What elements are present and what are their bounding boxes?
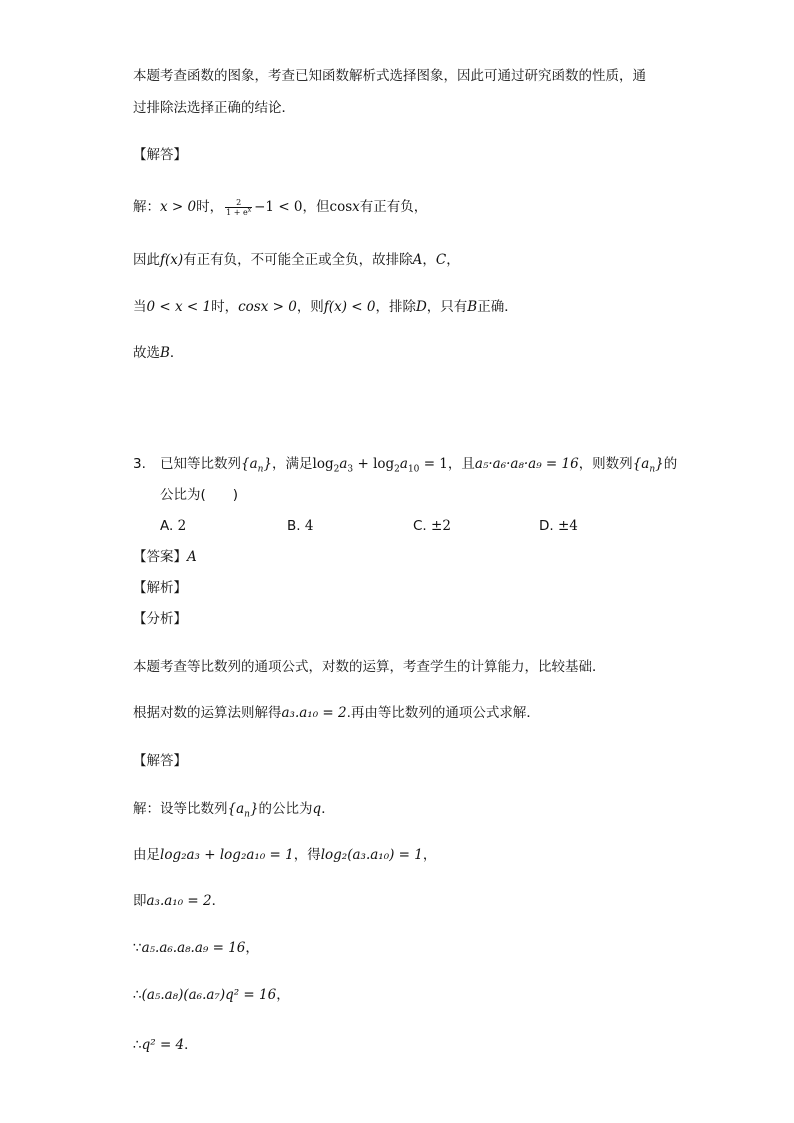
intro-line-1: 本题考查函数的图象，考查已知函数解析式选择图象，因此可通过研究函数的性质，通: [133, 68, 646, 84]
solution-line-4: [133, 343, 183, 363]
text: 正确．: [477, 299, 518, 315]
text: 因此: [133, 252, 160, 268]
solution-line-2: [133, 250, 460, 270]
plus: +: [353, 456, 374, 472]
math-sequence: [227, 801, 259, 820]
var: a: [339, 456, 348, 472]
solution2-line-1: [133, 799, 335, 819]
option-letter: D.: [539, 518, 554, 534]
text: ，: [422, 847, 437, 863]
option-letter: C: [435, 252, 447, 268]
answer-label: 【答案】: [133, 549, 187, 565]
option-value: 2: [177, 518, 187, 534]
text: 由足: [133, 847, 160, 863]
math-sequence: [632, 456, 664, 475]
math-product: a₅·a₆·a₈·a₉ = 16: [474, 456, 579, 472]
math-cos: cosx > 0: [238, 299, 297, 315]
option-value: ±2: [431, 518, 451, 534]
therefore-symbol: ∴: [133, 1037, 142, 1053]
seq-open: {a: [632, 456, 650, 472]
math-expr: q² = 4: [141, 1037, 185, 1053]
option-letter: A.: [160, 518, 174, 534]
var-sub: 10: [407, 464, 420, 475]
option-a: [160, 516, 186, 536]
math-expr: (a₅.a₈)(a₆.a₇)q² = 16: [141, 987, 277, 1003]
var-sub: 3: [347, 464, 354, 475]
option-d: [539, 516, 578, 536]
intro-line-2: 过排除法选择正确的结论．: [133, 100, 295, 116]
math-expr: a₃.a₁₀ = 2: [146, 893, 212, 909]
option-c: [413, 516, 451, 536]
option-letter: B: [467, 299, 478, 315]
var: a: [399, 456, 408, 472]
question-number: 3.: [133, 456, 146, 472]
text: ，满足: [272, 456, 313, 472]
text: 即: [133, 893, 147, 909]
equals: = 1: [419, 456, 448, 472]
jieda-heading-2: 【解答】: [133, 753, 187, 769]
fenxi-heading: 【分析】: [133, 611, 187, 627]
log: log: [373, 456, 395, 472]
text: 时，: [196, 199, 224, 215]
text: ．: [211, 893, 226, 909]
text: ，则数列: [578, 456, 633, 472]
question-line-2: 公比为( ): [160, 487, 239, 503]
math-sequence: [241, 456, 273, 475]
solution2-line-3: [133, 891, 225, 911]
math-expr: log₂(a₃.a₁₀) = 1: [320, 847, 423, 863]
text: ，: [245, 940, 259, 956]
analysis-line-2: [133, 703, 540, 723]
seq-sub: n: [649, 464, 656, 475]
text: .再由等比数列的通项公式求解．: [346, 705, 540, 721]
option-b: [287, 516, 313, 536]
solution2-line-6: [133, 1035, 198, 1055]
math-cos: cos: [329, 199, 353, 215]
jiexi-heading: 【解析】: [133, 580, 187, 596]
solution-line-1: [133, 197, 427, 217]
log: log: [312, 456, 334, 472]
text: 根据对数的运算法则解得: [133, 705, 282, 721]
analysis-line-1: 本题考查等比数列的通项公式，对数的运算，考查学生的计算能力，比较基础．: [133, 659, 606, 675]
seq-close: }: [263, 456, 273, 472]
text: ，排除: [375, 299, 416, 315]
math-log: [312, 456, 448, 475]
text: ．: [184, 1037, 198, 1053]
text: ，且: [447, 456, 475, 472]
math-var: x: [352, 199, 360, 215]
text: ，则: [296, 299, 324, 315]
seq-sub: n: [257, 464, 264, 475]
text: 已知等比数列: [160, 456, 241, 472]
log-base: 2: [333, 464, 340, 475]
math-expr: log₂a₃ + log₂a₁₀ = 1: [160, 847, 294, 863]
answer-line: [133, 547, 197, 567]
text: 解：设等比数列: [133, 801, 228, 817]
den-base: 1 + e: [226, 207, 248, 217]
text: ．: [169, 345, 184, 361]
jieda-heading-1: 【解答】: [133, 147, 187, 163]
math-expr: a₃.a₁₀ = 2: [281, 705, 347, 721]
option-letter: D: [415, 299, 427, 315]
fraction: [225, 198, 252, 217]
option-letter: C.: [413, 518, 427, 534]
question-line-1: [160, 454, 677, 474]
option-letter: B: [160, 345, 170, 361]
seq-close: }: [655, 456, 664, 472]
option-value: 4: [304, 518, 314, 534]
den-exponent: x: [247, 205, 252, 213]
math-inequality: −1 < 0: [254, 199, 303, 215]
text: ，: [446, 252, 460, 268]
math-condition: 0 < x < 1: [146, 299, 212, 315]
math-expr: a₅.a₆.a₈.a₉ = 16: [141, 940, 246, 956]
fraction-numerator: 2: [225, 198, 252, 208]
seq-open: {a: [241, 456, 258, 472]
text: 有正有负，: [359, 199, 428, 215]
text: 解：: [133, 199, 160, 215]
text: ，得: [293, 847, 321, 863]
math-fx: f(x) < 0: [323, 299, 376, 315]
option-value: ±4: [557, 518, 578, 534]
text: 有正有负，不可能全正或全负，故排除: [183, 252, 413, 268]
log-base: 2: [394, 464, 400, 475]
option-letter: A: [412, 252, 423, 268]
text: ，: [276, 987, 290, 1003]
text: 的公比为: [258, 801, 313, 817]
text: 时，: [211, 299, 239, 315]
text: 故选: [133, 345, 160, 361]
math-fx: f(x): [160, 252, 184, 268]
solution2-line-4: [133, 938, 259, 958]
because-symbol: ∵: [133, 940, 142, 956]
text: 当: [133, 299, 147, 315]
math-condition: x > 0: [160, 199, 197, 215]
seq-sub: n: [244, 809, 250, 820]
solution2-line-5: [133, 985, 290, 1005]
solution-line-3: [133, 297, 518, 317]
text: ．: [321, 801, 335, 817]
option-letter: B.: [287, 518, 301, 534]
seq-open: {a: [227, 801, 245, 817]
seq-close: }: [249, 801, 259, 817]
text: ，: [422, 252, 436, 268]
text: ，只有: [426, 299, 468, 315]
text: ，但: [302, 199, 330, 215]
solution2-line-2: [133, 845, 436, 865]
answer-value: A: [187, 549, 197, 565]
text: 的: [663, 456, 678, 472]
therefore-symbol: ∴: [133, 987, 142, 1003]
math-var: q: [312, 801, 322, 817]
fraction-denominator: [225, 205, 252, 217]
